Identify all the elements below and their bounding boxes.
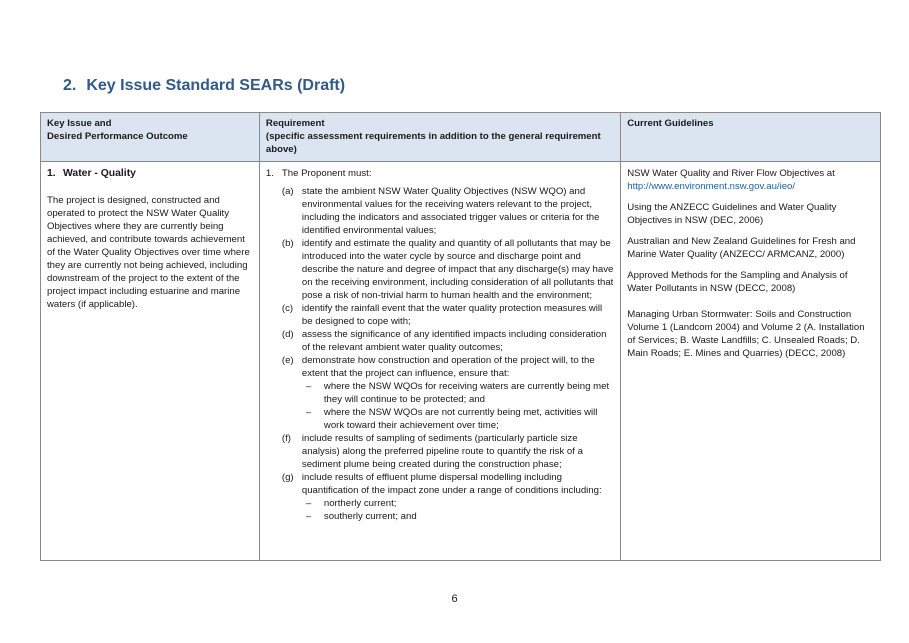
- item-text: include results of effluent plume dispersal modelling including quantification of the impact zone under a range of conditions including:: [301, 472, 602, 496]
- list-item: [266, 237, 614, 302]
- requirement-intro: [266, 167, 614, 180]
- item-text: state the ambient NSW Water Quality Objectives (NSW WQO) and environmental values for the receiving waters relevant to the project, including the indicators and associated trigger values or criteria for the identified environmental values;: [301, 186, 600, 236]
- list-item: [266, 302, 614, 328]
- guideline-item: Australian and New Zealand Guidelines for Fresh and Marine Water Quality (ANZECC/ ARMCANZ, 2000): [627, 236, 856, 260]
- item-label: (e): [281, 355, 294, 366]
- issue-number: 1.: [47, 168, 56, 179]
- guideline-item: [627, 167, 874, 193]
- dash-marker: –: [305, 381, 312, 392]
- header-requirement-line2: (specific assessment requirements in addition to the general requirement above): [265, 131, 601, 155]
- issue-outcome: The project is designed, constructed and operated to protect the NSW Water Quality Objectives where they are currently being achieved, and contribute towards achievement of the Water Quality Objectives over time where they are currently not being achieved, including downstream of the project to the extent of the project impact including estuarine and marine waters (if applicable).: [47, 195, 250, 310]
- header-key-issue: [41, 113, 260, 162]
- sub-list-item: [302, 380, 614, 406]
- dash-marker: –: [305, 498, 312, 509]
- item-label: (b): [281, 238, 294, 249]
- sub-list: [302, 380, 614, 432]
- requirement-intro-text: The Proponent must:: [281, 168, 372, 179]
- header-guidelines-text: Current Guidelines: [627, 118, 714, 129]
- issue-title: [47, 167, 253, 180]
- guideline-link[interactable]: http://www.environment.nsw.gov.au/ieo/: [627, 181, 796, 192]
- item-text: demonstrate how construction and operation of the project will, to the extent that the project can influence, ensure that:: [301, 355, 595, 379]
- sub-item-text: where the NSW WQOs for receiving waters are currently being met they will continue to be protected; and: [323, 381, 610, 405]
- list-item: [266, 354, 614, 432]
- header-key-issue-line1: Key Issue and: [47, 118, 112, 129]
- item-label: (d): [281, 329, 294, 340]
- guideline-item: Approved Methods for the Sampling and Analysis of Water Pollutants in NSW (DECC, 2008): [627, 270, 848, 294]
- requirement-cell: [259, 162, 620, 561]
- item-label: (c): [281, 303, 294, 314]
- sub-list-item: [302, 497, 614, 510]
- table-row: [41, 162, 881, 561]
- section-title: Key Issue Standard SEARs (Draft): [86, 77, 346, 94]
- sears-table: [40, 112, 881, 561]
- page-number: 6: [451, 593, 458, 605]
- header-guidelines: [621, 113, 881, 162]
- key-issue-cell: [41, 162, 260, 561]
- sub-item-text: southerly current; and: [323, 511, 417, 522]
- item-text: identify the rainfall event that the water quality protection measures will be designed to cope with;: [301, 303, 603, 327]
- list-item: [266, 432, 614, 471]
- header-key-issue-line2: Desired Performance Outcome: [47, 131, 188, 142]
- sub-item-text: northerly current;: [323, 498, 397, 509]
- sub-list: [302, 497, 614, 523]
- guideline-item: Using the ANZECC Guidelines and Water Quality Objectives in NSW (DEC, 2006): [627, 202, 837, 226]
- dash-marker: –: [305, 407, 312, 418]
- item-text: assess the significance of any identified impacts including consideration of the relevant ambient water quality outcomes;: [301, 329, 607, 353]
- sub-item-text: where the NSW WQOs are not currently being met, activities will work toward their achievement over time;: [323, 407, 598, 431]
- sub-list-item: [302, 406, 614, 432]
- section-heading: [63, 77, 345, 95]
- guideline-item: Managing Urban Stormwater: Soils and Construction Volume 1 (Landcom 2004) and Volume 2 (A. Installation of Services; B. Waste Landfills; C. Unsealed Roads; D. Main Roads; E. Mines and Quarries) (DECC, 2008): [627, 309, 865, 359]
- list-item: [266, 471, 614, 523]
- sub-list-item: [302, 510, 614, 523]
- requirement-list: [266, 185, 614, 523]
- item-text: include results of sampling of sediments (particularly particle size analysis) along the preferred pipeline route to quantify the risk of a sediment plume being created during the construction phase;: [301, 433, 583, 470]
- section-number: 2.: [63, 77, 77, 94]
- dash-marker: –: [305, 511, 312, 522]
- requirement-intro-number: 1.: [265, 168, 274, 179]
- list-item: [266, 328, 614, 354]
- table-header-row: [41, 113, 881, 162]
- list-item: [266, 185, 614, 237]
- item-text: identify and estimate the quality and quantity of all pollutants that may be introduced into the water cycle by source and discharge point and describe the nature and degree of impact that any discharge(s) may have on the receiving environment, including consideration of all pollutants that pose a risk of non-trivial harm to human health and the environment;: [301, 238, 614, 301]
- issue-title-text: Water - Quality: [63, 168, 136, 179]
- item-label: (g): [281, 472, 294, 483]
- guideline-text: NSW Water Quality and River Flow Objectives at: [627, 168, 835, 179]
- header-requirement-line1: Requirement: [265, 118, 325, 129]
- item-label: (a): [281, 186, 294, 197]
- item-label: (f): [281, 433, 291, 444]
- header-requirement: [259, 113, 620, 162]
- guidelines-cell: [621, 162, 881, 561]
